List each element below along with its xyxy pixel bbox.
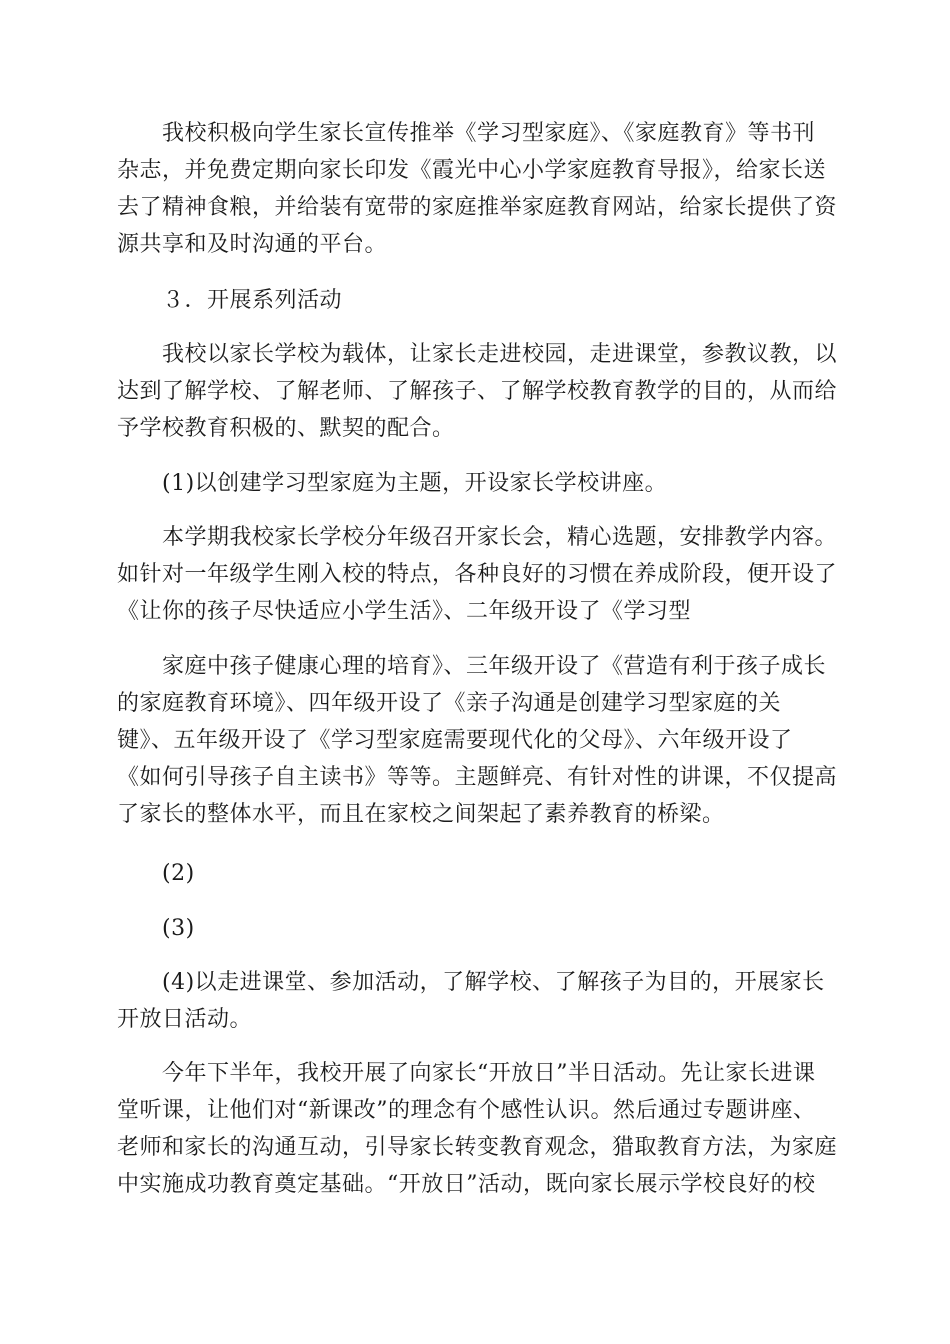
- text-line: 开放日活动。: [117, 1007, 253, 1032]
- text-line: 键》、五年级开设了《学习型家庭需要现代化的父母》、六年级开设了: [117, 728, 793, 753]
- text-line: 家庭中孩子健康心理的培育》、三年级开设了《营造有利于孩子成长: [162, 654, 827, 679]
- paragraph-activities-intro: [117, 336, 837, 447]
- text-line: 的家庭教育环境》、四年级开设了《亲子沟通是创建学习型家庭的关: [117, 691, 782, 716]
- text-line: 今年下半年，我校开展了向家长“开放日”半日活动。先让家长进课: [162, 1061, 816, 1086]
- text-line: 老师和家长的沟通互动，引导家长转变教育观念，猎取教育方法，为家庭: [117, 1135, 838, 1160]
- text-line: (2): [162, 861, 195, 886]
- paragraph-lecture-topics: [117, 648, 837, 833]
- text-line: 如针对一年级学生刚入校的特点，各种良好的习惯在养成阶段，便开设了: [117, 562, 838, 587]
- text-line: 杂志，并免费定期向家长印发《霞光中心小学家庭教育导报》，给家长送: [117, 158, 827, 183]
- paragraph-lecture-details: [117, 519, 837, 630]
- text-line: (1)以创建学习型家庭为主题，开设家长学校讲座。: [162, 471, 668, 496]
- text-line: 源共享和及时沟通的平台。: [117, 232, 388, 257]
- text-line: 我校以家长学校为载体，让家长走进校园，走进课堂，参教议教，以: [162, 342, 838, 367]
- text-line: (4)以走进课堂、参加活动，了解学校、了解孩子为目的，开展家长: [162, 970, 825, 995]
- text-line: 《让你的孩子尽快适应小学生活》、二年级开设了《学习型: [117, 599, 692, 624]
- text-line: 堂听课，让他们对“新课改”的理念有个感性认识。然后通过专题讲座、: [117, 1098, 816, 1123]
- list-item-4: [117, 964, 837, 1038]
- list-item-1: [117, 465, 837, 502]
- text-line: 达到了解学校、了解老师、了解孩子、了解学校教育教学的目的，从而给: [117, 379, 838, 404]
- heading-text: ３．开展系列活动: [162, 288, 343, 313]
- text-line: (3): [162, 916, 195, 941]
- list-item-3: [117, 910, 837, 947]
- text-line: 《如何引导孩子自主读书》等等。主题鲜亮、有针对性的讲课，不仅提高: [117, 765, 838, 790]
- text-line: 我校积极向学生家长宣传推举《学习型家庭》、《家庭教育》等书刊: [162, 121, 816, 146]
- text-line: 予学校教育积极的、默契的配合。: [117, 416, 455, 441]
- paragraph-reading-materials: [117, 115, 837, 263]
- list-item-2: [117, 855, 837, 892]
- text-line: 了家长的整体水平，而且在家校之间架起了素养教育的桥梁。: [117, 802, 725, 827]
- text-line: 去了精神食粮，并给装有宽带的家庭推举家庭教育网站，给家长提供了资: [117, 195, 838, 220]
- text-line: 本学期我校家长学校分年级召开家长会，精心选题，安排教学内容。: [162, 525, 838, 550]
- text-line: 中实施成功教育奠定基础。“开放日”活动，既向家长展示学校良好的校: [117, 1172, 816, 1197]
- section-heading: [117, 282, 837, 319]
- paragraph-open-day: [117, 1055, 837, 1203]
